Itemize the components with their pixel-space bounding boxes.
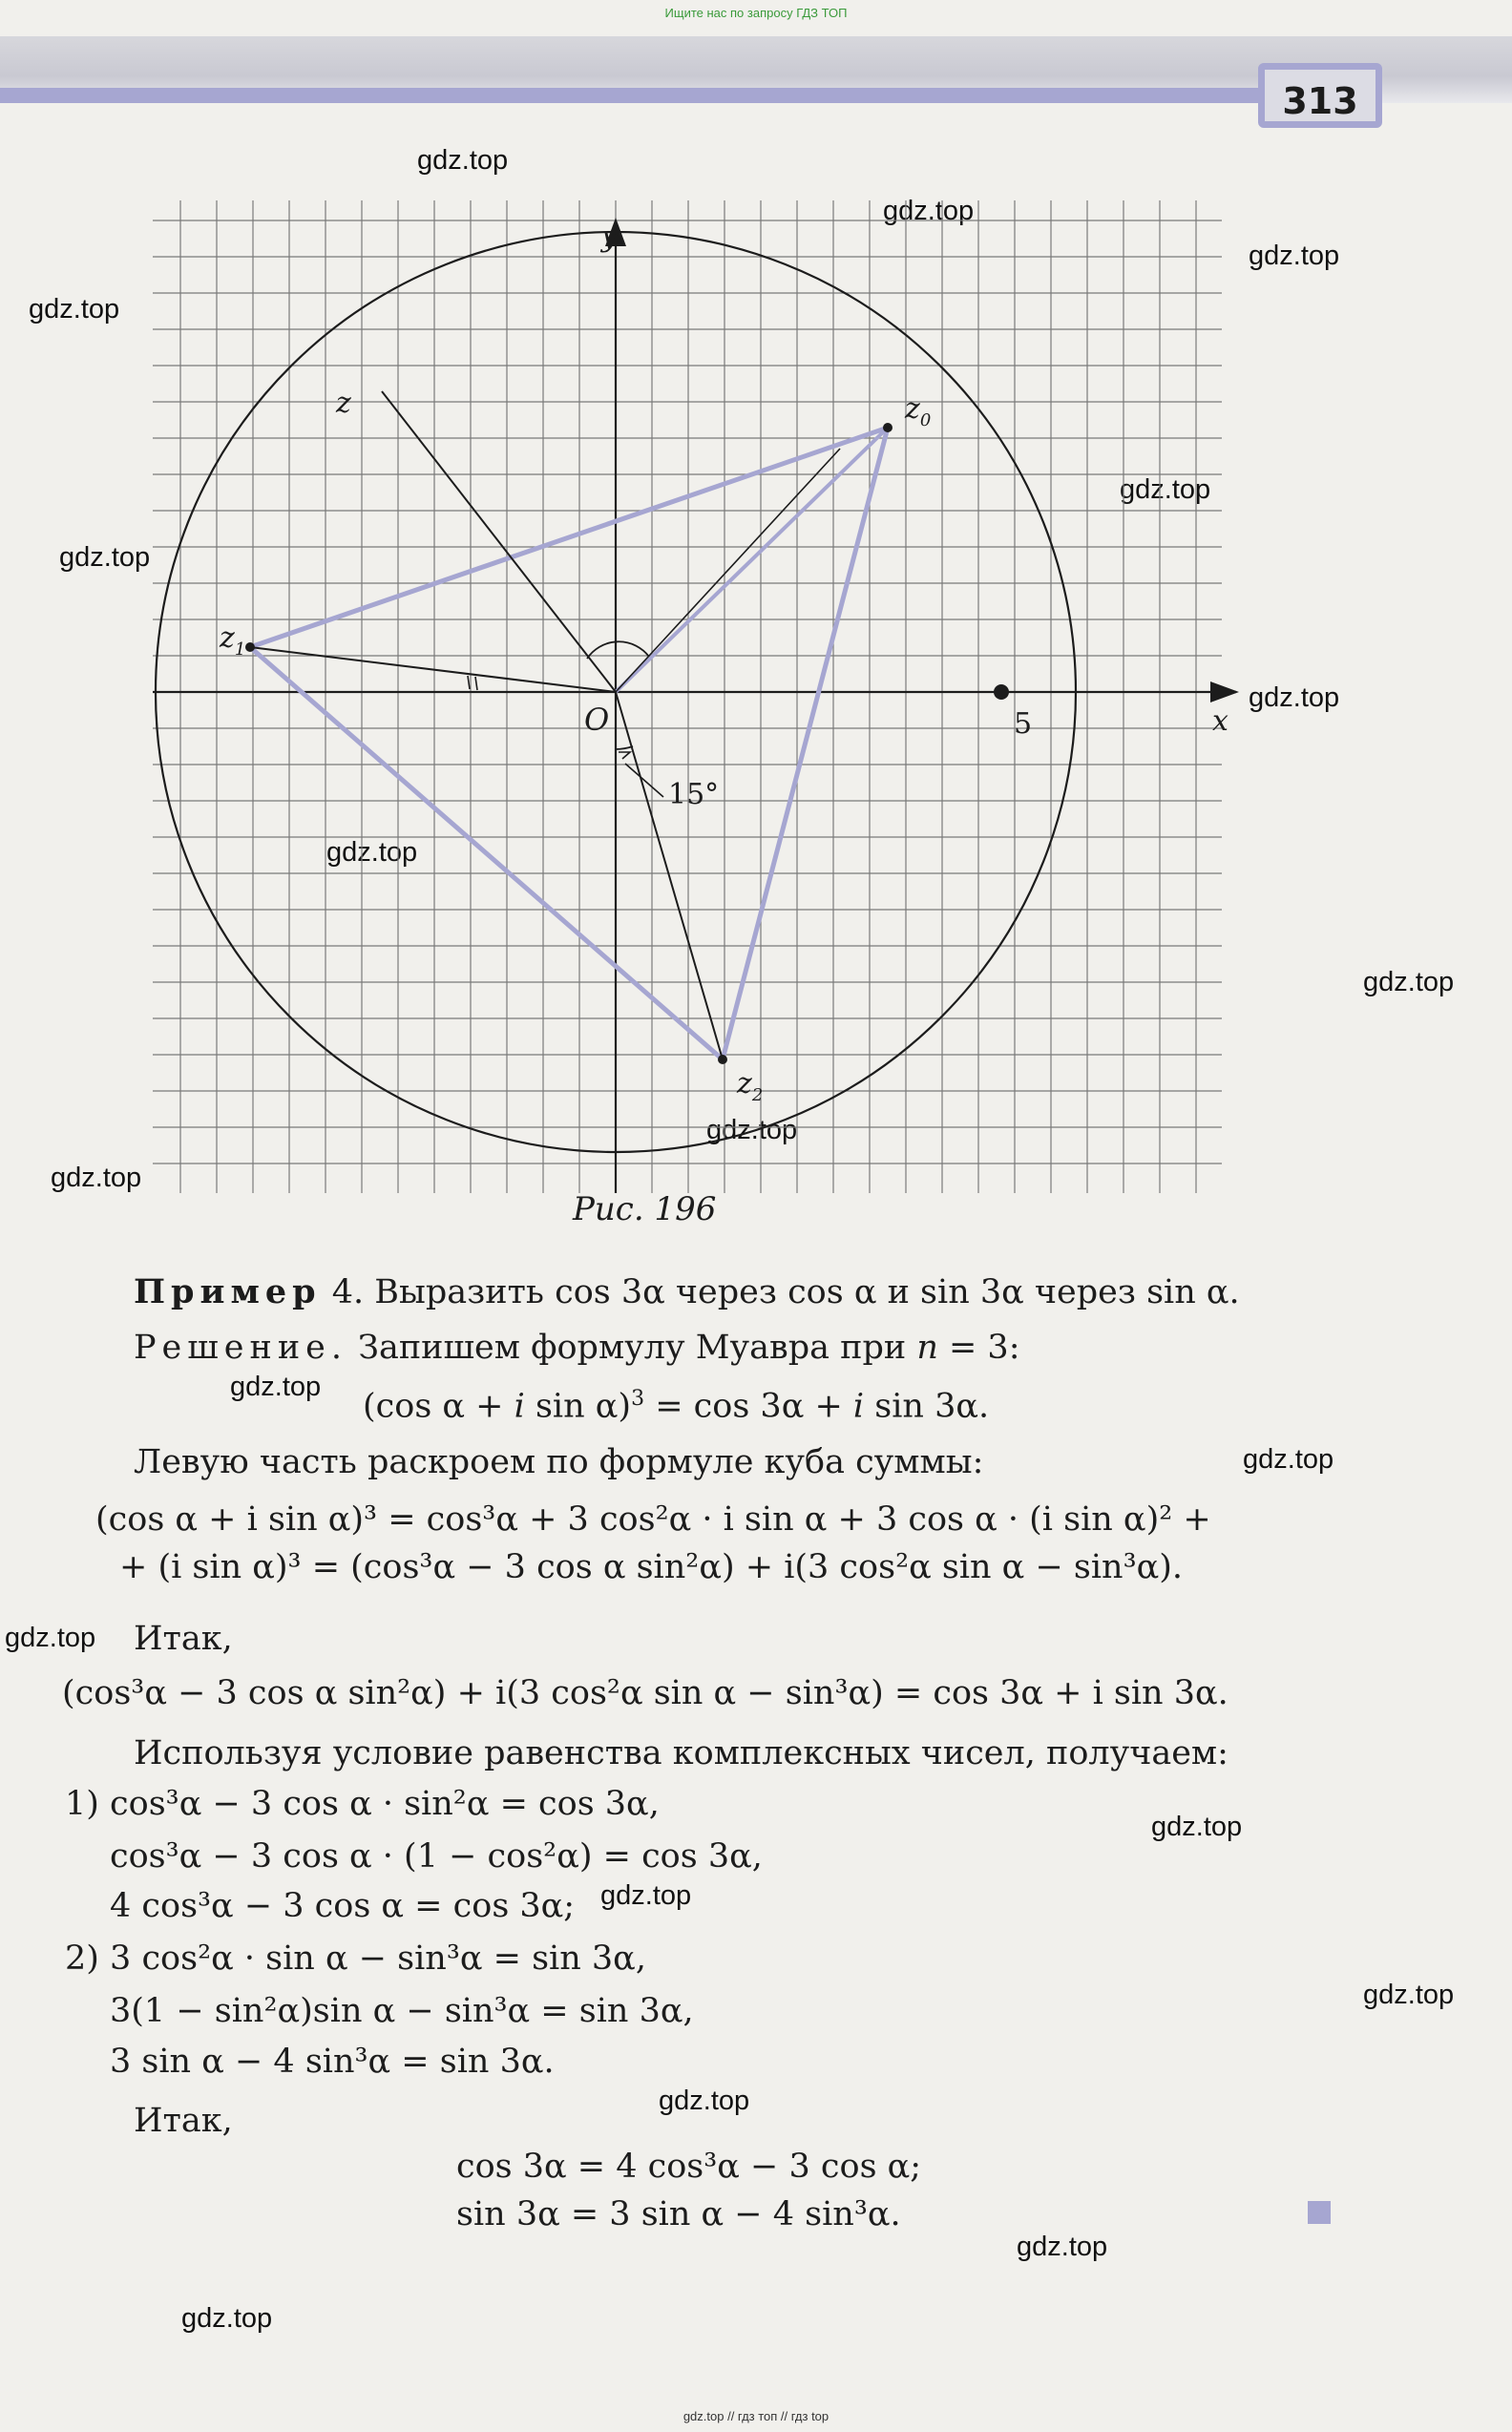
text-line-17: cos 3α = 4 cos³α − 3 cos α; — [456, 2148, 922, 2186]
watermark: gdz.top — [326, 837, 418, 868]
point-5 — [994, 684, 1009, 700]
text-line-12: 4 cos³α − 3 cos α = cos 3α; — [110, 1887, 576, 1925]
angle-mark-left — [468, 676, 477, 690]
text-line-10: 1) cos³α − 3 cos α · sin²α = cos 3α, — [65, 1785, 660, 1823]
text-line-7: Итак, — [134, 1620, 233, 1658]
z-label: z — [336, 387, 351, 420]
angle-mark-15 — [619, 752, 630, 759]
text-line-2 — [134, 1331, 1020, 1365]
text-line-18: sin 3α = 3 sin α − 4 sin³α. — [456, 2195, 901, 2233]
watermark: gdz.top — [230, 1372, 322, 1402]
n-var: n — [916, 1329, 938, 1367]
bottom-note: gdz.top // гдз топ // гдз top — [682, 2409, 830, 2423]
text-line-6: + (i sin α)³ = (cos³α − 3 cos α sin²α) + i(3 cos²α sin α − sin³α). — [119, 1548, 1184, 1586]
z1-label: $z_1$ — [220, 621, 246, 660]
text-line-5: (cos α + i sin α)³ = cos³α + 3 cos²α · i sin α + 3 cos α · (i sin α)² + — [95, 1500, 1211, 1539]
point-z0 — [883, 423, 892, 432]
solution-text: Запишем формулу Муавра при — [347, 1329, 917, 1367]
text-line-3: (cos α + i sin α)$^3$ = cos 3α + i sin 3α. — [363, 1387, 990, 1426]
watermark: gdz.top — [51, 1163, 142, 1193]
point-z2 — [718, 1055, 727, 1064]
top-note: Ищите нас по запросу ГДЗ ТОП — [664, 6, 848, 20]
axis-x-label: x — [1212, 704, 1228, 738]
radius-z1 — [250, 647, 616, 692]
watermark: gdz.top — [181, 2303, 273, 2334]
watermark: gdz.top — [29, 294, 120, 325]
watermark: gdz.top — [1249, 682, 1340, 713]
radius-z — [382, 391, 616, 692]
watermark: gdz.top — [1249, 241, 1340, 271]
end-of-example-mark — [1308, 2201, 1331, 2224]
text-line-4: Левую часть раскроем по формуле куба суммы: — [134, 1443, 984, 1481]
page-number: 313 — [1258, 63, 1382, 128]
watermark: gdz.top — [1151, 1812, 1243, 1842]
z2-label: $z_2$ — [737, 1067, 764, 1105]
watermark: gdz.top — [1363, 967, 1455, 997]
solution-eq: = 3: — [937, 1329, 1020, 1367]
grid — [153, 200, 1222, 1193]
solution-heading: Решение. — [134, 1329, 348, 1367]
text-line-16: Итак, — [134, 2102, 233, 2140]
point-z1 — [245, 642, 255, 652]
watermark: gdz.top — [5, 1623, 96, 1653]
watermark: gdz.top — [417, 145, 509, 176]
angle-arc-15 — [616, 746, 633, 749]
origin-label: O — [584, 702, 610, 738]
watermark: gdz.top — [706, 1115, 798, 1145]
header-stripe — [0, 88, 1260, 103]
watermark: gdz.top — [1120, 474, 1211, 505]
figure-caption: Рис. 196 — [573, 1190, 717, 1228]
text-line-8: (cos³α − 3 cos α sin²α) + i(3 cos²α sin α − sin³α) = cos 3α + i sin 3α. — [62, 1674, 1228, 1712]
watermark: gdz.top — [59, 542, 151, 573]
text-line-11: cos³α − 3 cos α · (1 − cos²α) = cos 3α, — [110, 1837, 763, 1876]
watermark: gdz.top — [600, 1880, 692, 1911]
example-heading: Пример — [134, 1272, 322, 1311]
axis-y-label: y — [601, 220, 618, 254]
z0-label: $z_0$ — [905, 392, 932, 430]
example-task: 4. Выразить cos 3α через cos α и sin 3α через sin α. — [321, 1273, 1240, 1311]
text-line-13: 2) 3 cos²α · sin α − sin³α = sin 3α, — [65, 1939, 646, 1978]
watermark: gdz.top — [883, 196, 975, 226]
text-line-14: 3(1 − sin²α)sin α − sin³α = sin 3α, — [110, 1992, 694, 2030]
watermark: gdz.top — [1243, 1444, 1334, 1475]
angle-15-label: 15° — [668, 778, 720, 811]
text-line-9: Используя условие равенства комплексных чисел, получаем: — [134, 1734, 1228, 1772]
radius-z0 — [616, 428, 888, 692]
x-arrow-icon — [1210, 681, 1239, 702]
watermark: gdz.top — [1363, 1980, 1455, 2010]
tick-5-label: 5 — [1014, 707, 1033, 741]
text-line-1 — [134, 1272, 1240, 1311]
complex-plane-figure — [153, 200, 1228, 1193]
watermark: gdz.top — [1017, 2232, 1108, 2262]
text-line-15: 3 sin α − 4 sin³α = sin 3α. — [110, 2043, 555, 2081]
watermark: gdz.top — [659, 2086, 750, 2116]
